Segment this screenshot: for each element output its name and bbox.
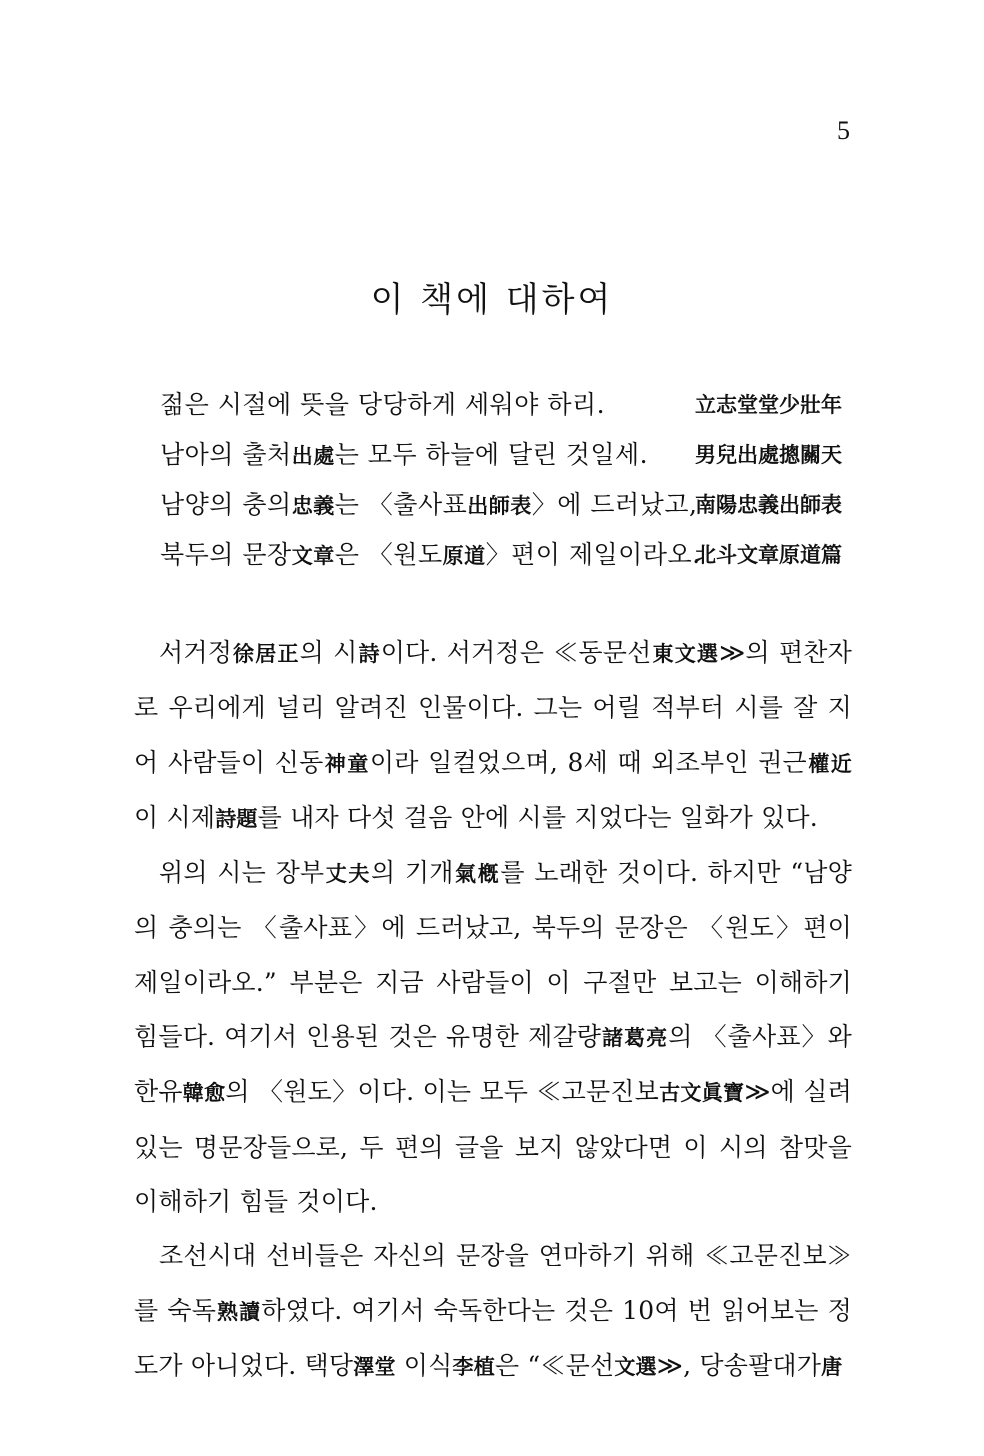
hanja-term: 原道 (442, 544, 486, 568)
hanja-term: 諸葛亮 (601, 1026, 669, 1051)
page-title: 이 책에 대하여 (370, 280, 614, 320)
hanja-term: 詩題 (215, 806, 258, 831)
hanja-term: 澤堂 (353, 1354, 396, 1379)
hanja-term: 唐 (821, 1354, 843, 1379)
hanja-term: 出師表 (467, 494, 532, 518)
hanja-term: 韓愈 (182, 1081, 226, 1106)
poem-block (160, 380, 850, 580)
poem-hanja: 立志堂堂少壯年 (695, 393, 842, 417)
hanja-term: 神童 (323, 751, 370, 776)
hanja-term: 丈夫 (324, 862, 371, 887)
body-text (134, 626, 852, 1394)
hanja-term: 氣槪 (453, 862, 501, 887)
poem-line (160, 380, 850, 430)
hanja-term: 東文選 (651, 642, 720, 666)
poem-korean: 젊은 시절에 뜻을 당당하게 세워야 하리. (160, 390, 606, 419)
hanja-term: 文章 (291, 544, 335, 568)
poem-line (160, 530, 850, 580)
paragraph: 서거정徐居正의 시詩이다. 서거정은 ≪동문선東文選≫의 편찬자로 우리에게 널리 알려진 인물이다. 그는 어릴 적부터 시를 잘 지어 사람들이 신동神童이라 일컬었으며, 8세 때 외조부인 권근權近이 시제詩題를 내자 다섯 걸음 안에 시를 지었다는 일화가 있다. (134, 638, 853, 832)
hanja-term: 權近 (806, 751, 852, 776)
page-number: 5 (837, 116, 850, 145)
poem-hanja: 男兒出處摠關天 (695, 443, 842, 467)
poem-line (160, 430, 850, 480)
hanja-term: 徐居正 (232, 642, 300, 666)
hanja-term: 文選 (614, 1354, 657, 1379)
hanja-term: 李植 (452, 1354, 495, 1379)
poem-korean: 남아의 출처出處는 모두 하늘에 달린 것일세. (160, 440, 649, 469)
poem-line (160, 480, 850, 530)
poem-korean: 남양의 충의忠義는 〈출사표出師表〉에 드러났고, (160, 490, 698, 519)
poem-hanja: 北斗文章原道篇 (695, 543, 842, 567)
hanja-term: 古文眞寶 (659, 1081, 745, 1106)
hanja-term: 熟讀 (216, 1299, 262, 1324)
poem-hanja: 南陽忠義出師表 (695, 493, 842, 517)
paragraph: 조선시대 선비들은 자신의 문장을 연마하기 위해 ≪고문진보≫를 숙독熟讀하였다. 여기서 숙독한다는 것은 10여 번 읽어보는 정도가 아니었다. 택당澤堂 이식李植은 “≪문선文選≫, 당송팔대가唐 (134, 1241, 853, 1380)
poem-korean: 북두의 문장文章은 〈원도原道〉편이 제일이라오. (160, 540, 701, 569)
hanja-term: 忠義 (291, 494, 335, 518)
hanja-term: 出處 (291, 444, 335, 468)
paragraph: 위의 시는 장부丈夫의 기개氣槪를 노래한 것이다. 하지만 “남양의 충의는 〈출사표〉에 드러났고, 북두의 문장은 〈원도〉편이 제일이라오.” 부분은 지금 사람들이 이 구절만 보고는 이해하기 힘들다. 여기서 인용된 것은 유명한 제갈량諸葛亮의 〈출사표〉와 한유韓愈의 〈원도〉이다. 이는 모두 ≪고문진보古文眞寶≫에 실려 있는 명문장들으로, 두 편의 글을 보지 않았다면 이 시의 참맛을 이해하기 힘들 것이다. (134, 858, 852, 1216)
hanja-term: 詩 (357, 642, 381, 666)
